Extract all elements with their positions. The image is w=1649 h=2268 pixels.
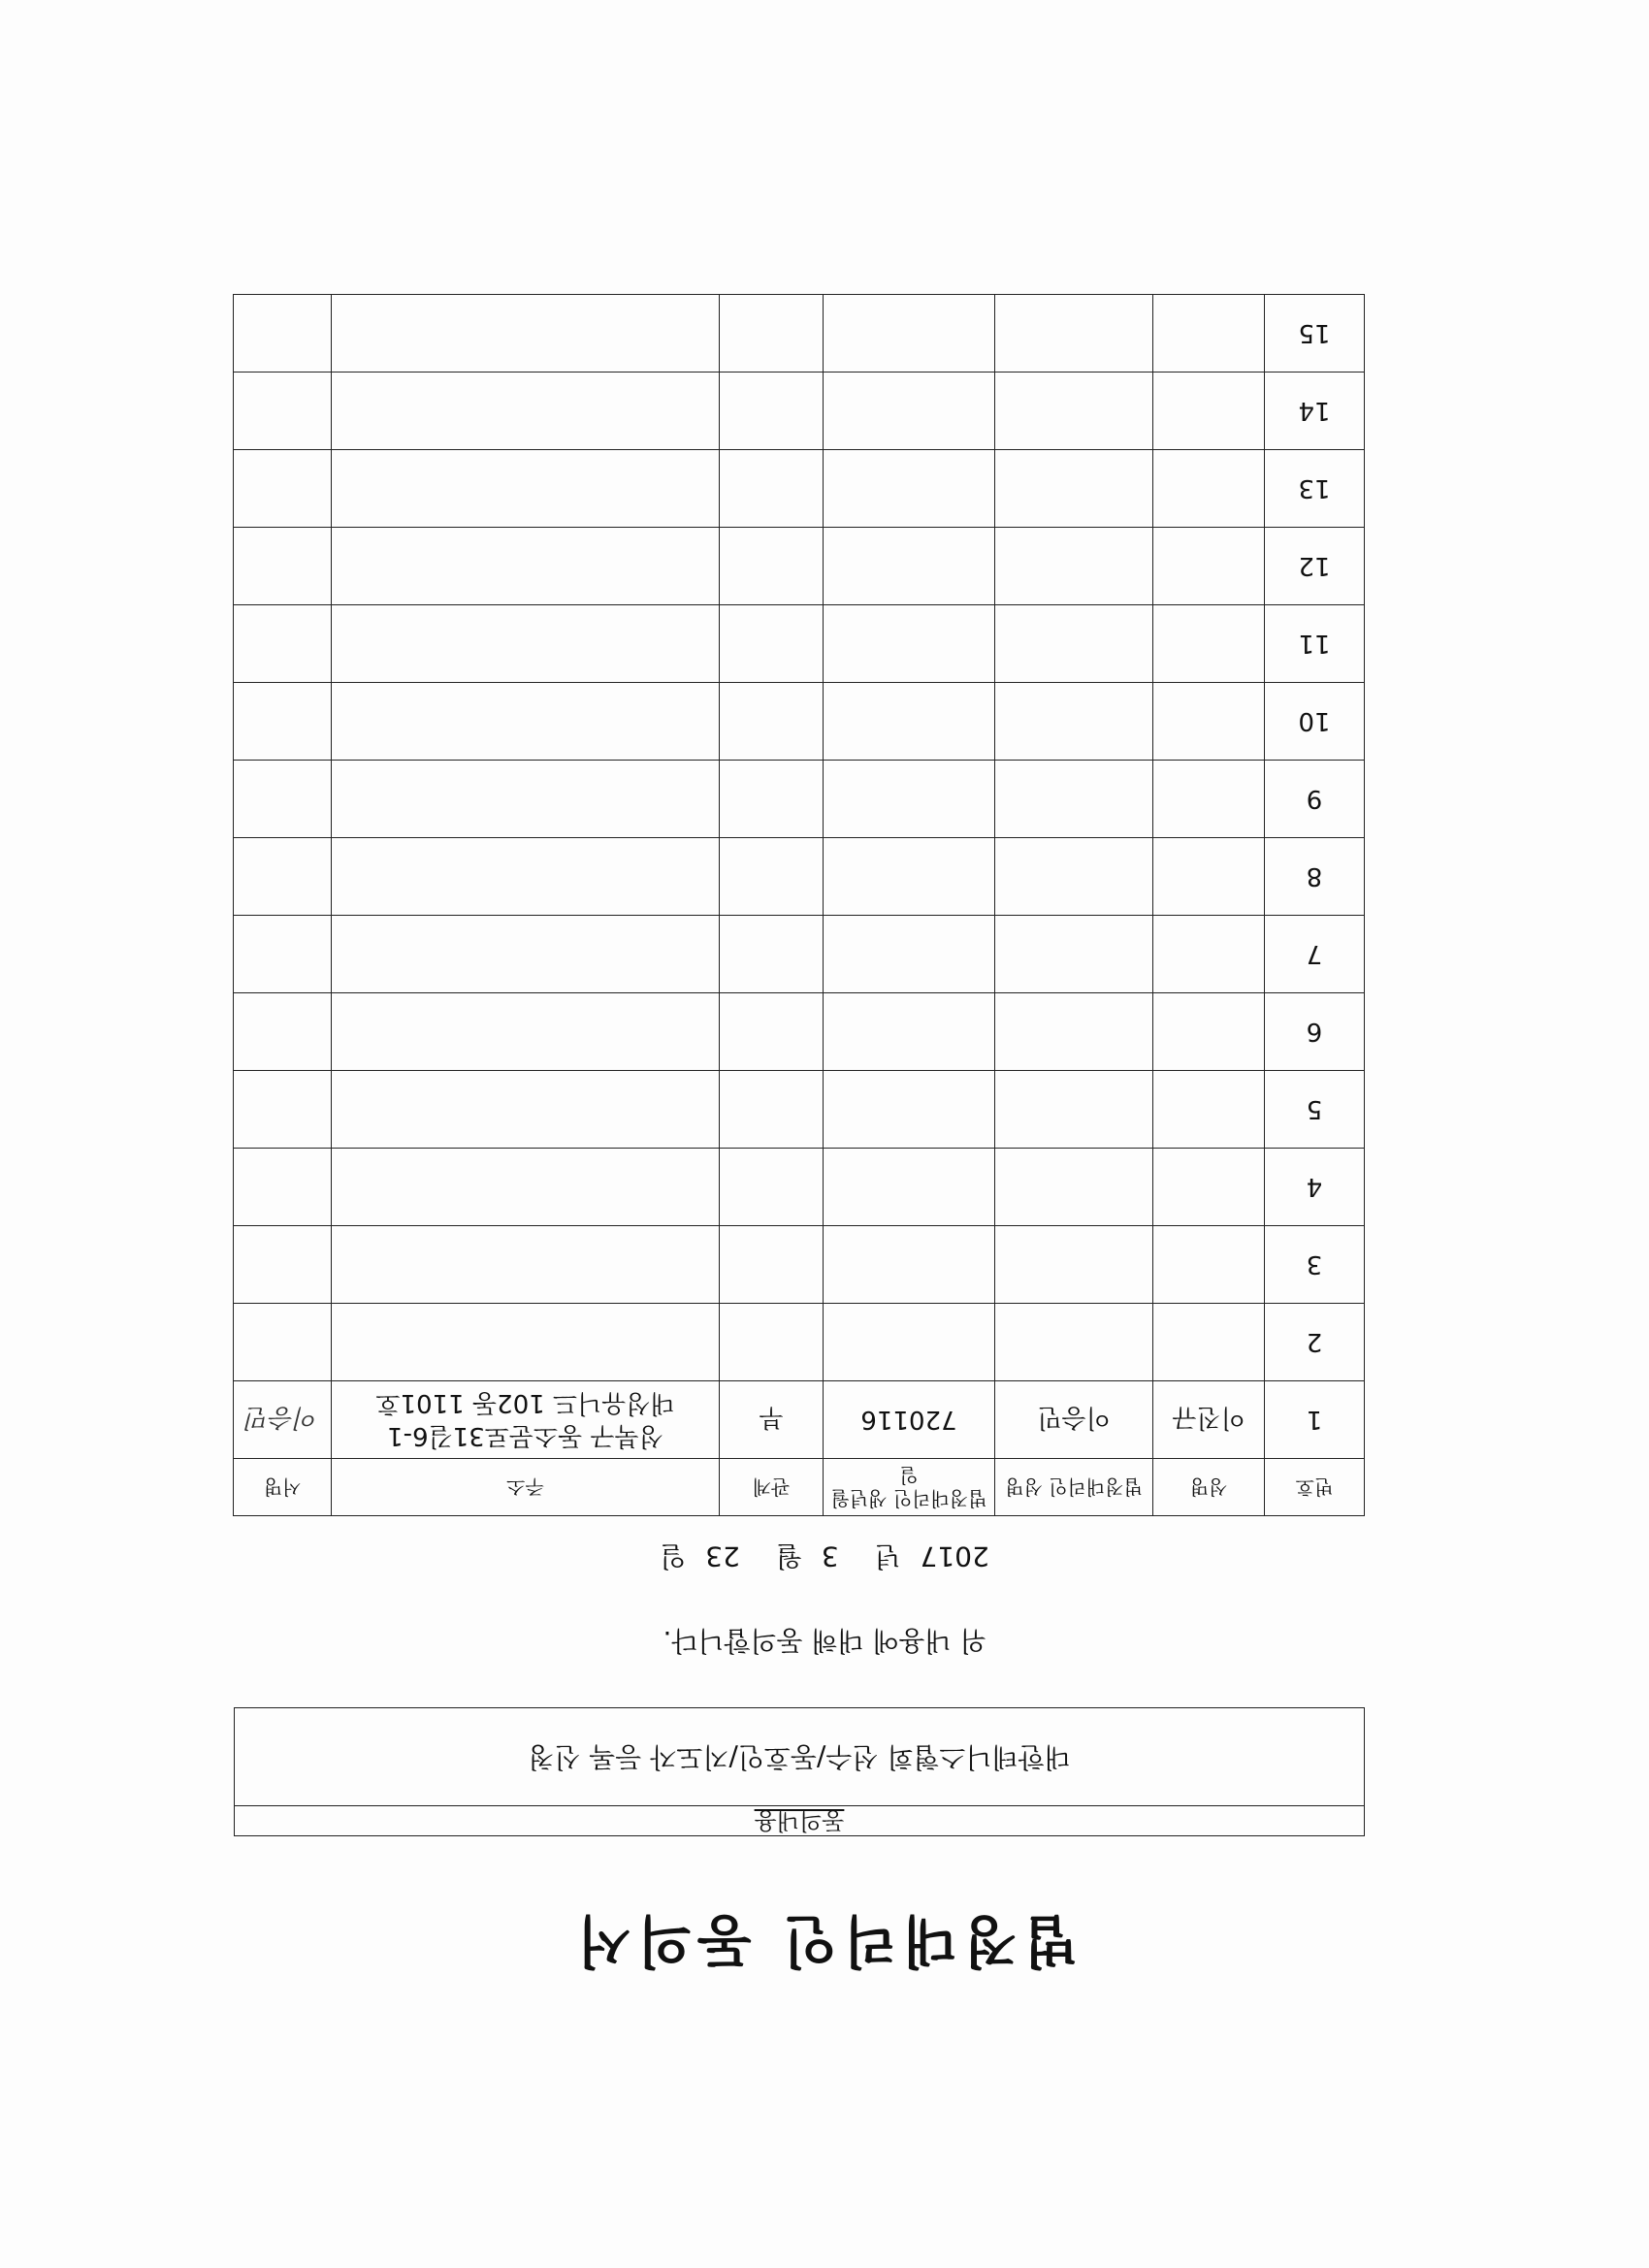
cell-no: 15: [1265, 295, 1365, 373]
cell-name: [1153, 1071, 1265, 1149]
cell-no: 14: [1265, 373, 1365, 450]
guardian-table: [233, 294, 1365, 1516]
cell-no: 12: [1265, 528, 1365, 605]
cell-signature: [234, 1226, 332, 1304]
cell-signature: [234, 838, 332, 916]
cell-address: [332, 761, 720, 838]
cell-address: [332, 528, 720, 605]
cell-address: [332, 1226, 720, 1304]
cell-signature: [234, 1071, 332, 1149]
header-address: 주소: [332, 1459, 720, 1516]
date-day-unit: 일: [660, 1540, 687, 1572]
table-row: [234, 295, 1365, 373]
cell-signature: [234, 683, 332, 761]
cell-relation: [720, 1304, 824, 1381]
table-body: [234, 295, 1365, 1459]
table-row: [234, 838, 1365, 916]
table-row: [234, 916, 1365, 993]
cell-address: [332, 450, 720, 528]
cell-relation: [720, 1149, 824, 1226]
cell-guardian-name: [995, 1071, 1153, 1149]
cell-signature: [234, 916, 332, 993]
cell-signature: [234, 993, 332, 1071]
cell-name: [1153, 373, 1265, 450]
cell-guardian-name: [995, 450, 1153, 528]
cell-name: [1153, 605, 1265, 683]
cell-guardian-name: 이승민: [995, 1381, 1153, 1459]
consent-heading: 동의내용: [754, 1807, 845, 1834]
cell-relation: [720, 761, 824, 838]
cell-guardian-birth: [824, 528, 995, 605]
cell-guardian-name: [995, 993, 1153, 1071]
cell-no: 3: [1265, 1226, 1365, 1304]
cell-name: [1153, 450, 1265, 528]
cell-no: 4: [1265, 1149, 1365, 1226]
cell-relation: [720, 528, 824, 605]
cell-no: 13: [1265, 450, 1365, 528]
cell-relation: [720, 373, 824, 450]
cell-guardian-birth: 720116: [824, 1381, 995, 1459]
table-header-row: [234, 1459, 1365, 1516]
cell-address: [332, 993, 720, 1071]
cell-no: 7: [1265, 916, 1365, 993]
cell-relation: 부: [720, 1381, 824, 1459]
table-row: [234, 1071, 1365, 1149]
cell-guardian-birth: [824, 838, 995, 916]
cell-signature: [234, 373, 332, 450]
cell-guardian-birth: [824, 683, 995, 761]
date-day: 23: [705, 1540, 740, 1572]
cell-name: [1153, 1304, 1265, 1381]
cell-signature: [234, 761, 332, 838]
cell-address: [332, 838, 720, 916]
cell-relation: [720, 683, 824, 761]
signing-date: [0, 1539, 1649, 1577]
cell-guardian-name: [995, 1226, 1153, 1304]
cell-guardian-name: [995, 916, 1153, 993]
cell-no: 9: [1265, 761, 1365, 838]
table-row: [234, 761, 1365, 838]
cell-guardian-birth: [824, 1071, 995, 1149]
cell-relation: [720, 838, 824, 916]
cell-address: [332, 295, 720, 373]
table-row: [234, 993, 1365, 1071]
cell-name: [1153, 1226, 1265, 1304]
cell-guardian-birth: [824, 450, 995, 528]
cell-guardian-name: [995, 761, 1153, 838]
date-month-unit: 월: [775, 1540, 802, 1572]
cell-name: [1153, 295, 1265, 373]
cell-no: 11: [1265, 605, 1365, 683]
address-line-1: 성북구 동소문로31길6-1: [387, 1421, 663, 1451]
cell-name: [1153, 838, 1265, 916]
cell-no: 8: [1265, 838, 1365, 916]
agreement-text: 위 내용에 대해 동의합니다.: [663, 1625, 986, 1657]
date-year: 2017: [920, 1540, 989, 1572]
cell-signature: 이승민: [234, 1381, 332, 1459]
cell-address: [332, 1381, 720, 1459]
cell-relation: [720, 450, 824, 528]
table-row: [234, 605, 1365, 683]
consent-content: 대한테니스협회 선수/동호인/지도자 등록 신청: [234, 1707, 1365, 1805]
cell-name: 이진규: [1153, 1381, 1265, 1459]
table-row: [234, 528, 1365, 605]
cell-relation: [720, 295, 824, 373]
table-row: [234, 1149, 1365, 1226]
cell-relation: [720, 1071, 824, 1149]
cell-name: [1153, 683, 1265, 761]
header-signature: 서명: [234, 1459, 332, 1516]
cell-guardian-birth: [824, 916, 995, 993]
cell-address: [332, 1071, 720, 1149]
cell-guardian-name: [995, 838, 1153, 916]
cell-guardian-birth: [824, 993, 995, 1071]
cell-guardian-birth: [824, 373, 995, 450]
cell-address: [332, 373, 720, 450]
cell-signature: [234, 605, 332, 683]
header-guardian-birth: 법정대리인 생년월일: [824, 1459, 995, 1516]
cell-relation: [720, 916, 824, 993]
cell-guardian-birth: [824, 295, 995, 373]
table-row: [234, 450, 1365, 528]
cell-guardian-birth: [824, 761, 995, 838]
header-relation: 관계: [720, 1459, 824, 1516]
cell-relation: [720, 1226, 824, 1304]
cell-name: [1153, 1149, 1265, 1226]
cell-address: [332, 683, 720, 761]
cell-no: 6: [1265, 993, 1365, 1071]
table-row: [234, 1226, 1365, 1304]
cell-signature: [234, 450, 332, 528]
header-no: 번호: [1265, 1459, 1365, 1516]
address-line-2: 대성유니드 102동 1101호: [375, 1388, 675, 1418]
cell-guardian-name: [995, 605, 1153, 683]
cell-signature: [234, 528, 332, 605]
date-year-unit: 년: [874, 1540, 901, 1572]
cell-guardian-birth: [824, 1149, 995, 1226]
cell-guardian-name: [995, 373, 1153, 450]
cell-no: 2: [1265, 1304, 1365, 1381]
cell-signature: [234, 295, 332, 373]
cell-no: 1: [1265, 1381, 1365, 1459]
cell-address: [332, 916, 720, 993]
cell-guardian-name: [995, 295, 1153, 373]
cell-name: [1153, 528, 1265, 605]
cell-no: 10: [1265, 683, 1365, 761]
date-month: 3: [821, 1540, 839, 1572]
document-title: 법정대리인 동의서: [570, 1908, 1079, 1974]
cell-relation: [720, 993, 824, 1071]
header-guardian-name: 법정대리인 성명: [995, 1459, 1153, 1516]
table-row: [234, 1304, 1365, 1381]
cell-signature: [234, 1149, 332, 1226]
table-row: [234, 373, 1365, 450]
cell-guardian-birth: [824, 605, 995, 683]
table-row: [234, 683, 1365, 761]
cell-relation: [720, 605, 824, 683]
cell-address: [332, 605, 720, 683]
cell-no: 5: [1265, 1071, 1365, 1149]
cell-name: [1153, 916, 1265, 993]
cell-guardian-birth: [824, 1226, 995, 1304]
cell-name: [1153, 761, 1265, 838]
cell-guardian-name: [995, 683, 1153, 761]
cell-name: [1153, 993, 1265, 1071]
table-row: [234, 1381, 1365, 1459]
cell-guardian-name: [995, 528, 1153, 605]
consent-heading-box: [234, 1805, 1365, 1836]
cell-guardian-birth: [824, 1304, 995, 1381]
cell-signature: [234, 1304, 332, 1381]
cell-address: [332, 1304, 720, 1381]
header-name: 성명: [1153, 1459, 1265, 1516]
cell-address: [332, 1149, 720, 1226]
cell-guardian-name: [995, 1149, 1153, 1226]
cell-guardian-name: [995, 1304, 1153, 1381]
